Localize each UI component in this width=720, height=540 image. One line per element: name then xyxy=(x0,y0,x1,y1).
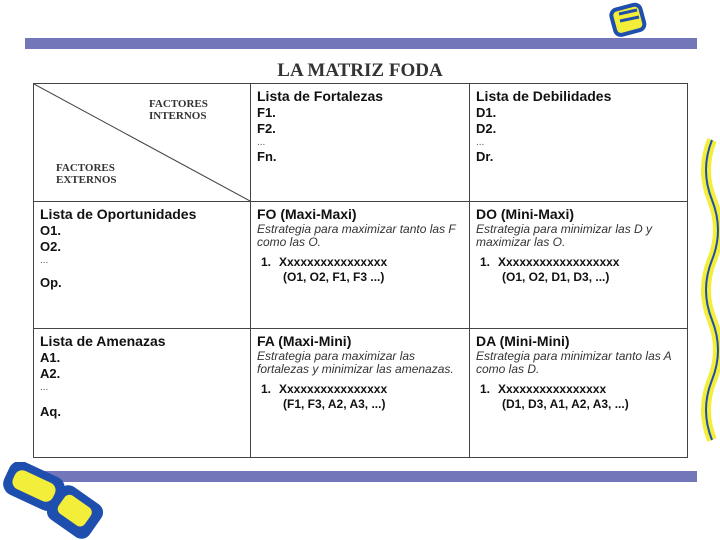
threats-heading: Lista de Amenazas xyxy=(40,333,166,349)
da-strategy-number: 1. xyxy=(480,382,491,396)
fo-description: Estrategia para maximizar tanto las F como las O. xyxy=(257,222,456,249)
opportunity-item: O2. xyxy=(40,239,61,254)
fo-strategy-number: 1. xyxy=(261,255,272,269)
strength-item: F1. xyxy=(257,105,276,120)
opportunity-item: O1. xyxy=(40,223,61,238)
do-strategy-text: Xxxxxxxxxxxxxxxxxx xyxy=(498,255,620,269)
do-strategy-tuple: (O1, O2, D1, D3, ...) xyxy=(502,270,610,284)
foda-matrix xyxy=(33,83,688,458)
fa-strategy-line xyxy=(257,382,463,397)
strength-item: F2. xyxy=(257,121,276,136)
weaknesses-cell xyxy=(470,84,688,202)
fa-strategy-text: Xxxxxxxxxxxxxxxx xyxy=(279,382,388,396)
do-strategy-number: 1. xyxy=(480,255,491,269)
fo-strategy-line xyxy=(257,255,463,270)
internal-factors-label: FACTORES INTERNOS xyxy=(149,98,208,122)
side-scroll-decoration xyxy=(698,100,720,520)
threat-item: A1. xyxy=(40,350,61,365)
fo-strategy-tuple: (O1, O2, F1, F3 ...) xyxy=(283,270,385,284)
do-strategy-cell xyxy=(470,202,688,329)
da-description: Estrategia para minimizar tanto las A como las D. xyxy=(476,349,672,376)
opportunity-item: Op. xyxy=(40,275,62,290)
da-strategy-tuple: (D1, D3, A1, A2, A3, ...) xyxy=(502,397,629,411)
opportunities-heading: Lista de Oportunidades xyxy=(40,206,197,222)
fa-strategy-tuple: (F1, F3, A2, A3, ...) xyxy=(283,397,386,411)
strengths-cell xyxy=(251,84,470,202)
da-heading: DA (Mini-Mini) xyxy=(476,333,570,349)
weakness-item: Dr. xyxy=(476,149,494,164)
threat-ellipsis: ... xyxy=(40,382,49,393)
threat-item: Aq. xyxy=(40,404,61,419)
weakness-item: D1. xyxy=(476,105,497,120)
fa-description: Estrategia para maximizar las fortalezas y minimizar las amenazas. xyxy=(257,349,454,376)
do-heading: DO (Mini-Maxi) xyxy=(476,206,574,222)
scroll-icon xyxy=(607,2,655,38)
do-strategy-line xyxy=(476,255,681,270)
strength-ellipsis: ... xyxy=(257,137,266,148)
do-description: Estrategia para minimizar las D y maximizar las O. xyxy=(476,222,653,249)
weakness-ellipsis: ... xyxy=(476,137,485,148)
strength-item: Fn. xyxy=(257,149,277,164)
threats-cell xyxy=(34,329,251,458)
fa-strategy-number: 1. xyxy=(261,382,272,396)
fa-heading: FA (Maxi-Mini) xyxy=(257,333,352,349)
fo-heading: FO (Maxi-Maxi) xyxy=(257,206,357,222)
da-strategy-line xyxy=(476,382,681,397)
weakness-item: D2. xyxy=(476,121,497,136)
external-factors-label: FACTORES EXTERNOS xyxy=(56,162,117,186)
scroll-roll-icon xyxy=(0,462,110,540)
weaknesses-heading: Lista de Debilidades xyxy=(476,88,612,104)
strengths-heading: Lista de Fortalezas xyxy=(257,88,384,104)
opportunities-cell xyxy=(34,202,251,329)
bottom-divider-bar xyxy=(25,471,697,482)
top-divider-bar xyxy=(25,38,697,49)
fo-strategy-cell xyxy=(251,202,470,329)
fo-strategy-text: Xxxxxxxxxxxxxxxx xyxy=(279,255,388,269)
da-strategy-cell xyxy=(470,329,688,458)
fa-strategy-cell xyxy=(251,329,470,458)
threat-item: A2. xyxy=(40,366,61,381)
opportunity-ellipsis: ... xyxy=(40,255,49,266)
page-title: LA MATRIZ FODA xyxy=(277,60,443,81)
da-strategy-text: Xxxxxxxxxxxxxxxx xyxy=(498,382,607,396)
matrix-corner-cell xyxy=(34,84,251,202)
